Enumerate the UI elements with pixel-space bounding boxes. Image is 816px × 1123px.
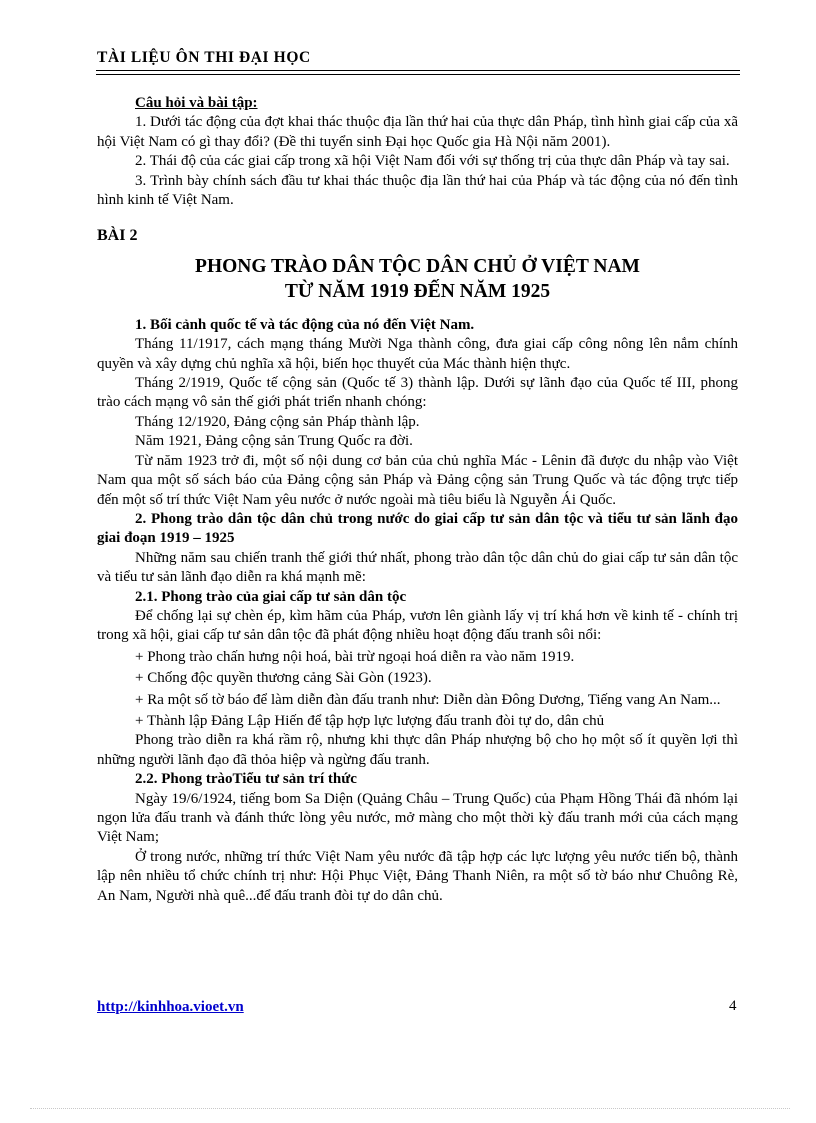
question-item: 1. Dưới tác động của đợt khai thác thuộc địa lần thứ hai của thực dân Pháp, tình hình giai cấp của xã hội Việt Nam có gì thay đổi? (Đề thi tuyển sinh Đại học Quốc gia Hà Nội năm 2001). (97, 114, 738, 150)
paragraph: Năm 1921, Đảng cộng sản Trung Quốc ra đời. (135, 433, 413, 450)
paragraph: Để chống lại sự chèn ép, kìm hãm của Pháp, vươn lên giành lấy vị trí khá hơn về kinh tế - chính trị trong xã hội, giai cấp tư sản dân tộc đã phát động nhiều hoạt động đấu tranh sôi nổi: (97, 607, 738, 644)
lesson-label: BÀI 2 (97, 227, 138, 245)
lesson-title-line2: TỪ NĂM 1919 ĐẾN NĂM 1925 (284, 280, 551, 302)
page-content (97, 94, 738, 906)
bullet-item: + Chống độc quyền thương cảng Sài Gòn (1923). (135, 670, 432, 687)
bullet-item: + Thành lập Đảng Lập Hiến để tập hợp lực lượng đấu tranh đòi tự do, dân chủ (135, 712, 605, 729)
lesson-title-line1: PHONG TRÀO DÂN TỘC DÂN CHỦ Ở VIỆT NAM (195, 255, 640, 277)
page-bottom-border (30, 1108, 790, 1109)
page-number: 4 (729, 998, 737, 1014)
paragraph: Phong trào diễn ra khá rầm rộ, nhưng khi thực dân Pháp nhượng bộ cho họ một số ít quyền lợi thì những người lãnh đạo đã thỏa hiệp và ngừng đấu tranh. (97, 732, 738, 768)
paragraph: Tháng 12/1920, Đảng cộng sản Pháp thành lập. (135, 413, 420, 430)
header-title: TÀI LIỆU ÔN THI ĐẠI HỌC (97, 49, 311, 66)
question-item: 2. Thái độ của các giai cấp trong xã hội Việt Nam đối với sự thống trị của thực dân Pháp và tay sai. (135, 153, 730, 170)
paragraph: Những năm sau chiến tranh thế giới thứ nhất, phong trào dân tộc dân chủ do giai cấp tư sản dân tộc và tiểu tư sản lãnh đạo diễn ra khá mạnh mẽ: (97, 549, 738, 586)
bullet-item: + Phong trào chấn hưng nội hoá, bài trừ ngoại hoá diễn ra vào năm 1919. (135, 648, 575, 665)
section-2-1-heading: 2.1. Phong trào của giai cấp tư sản dân tộc (135, 588, 407, 605)
section-1-heading: 1. Bối cảnh quốc tế và tác động của nó đến Việt Nam. (135, 316, 475, 333)
bullet-item: + Ra một số tờ báo để làm diễn đàn đấu tranh như: Diễn dàn Đông Dương, Tiếng vang An Nam... (135, 691, 721, 708)
footer-website-link[interactable]: http://kinhhoa.vioet.vn (97, 999, 244, 1015)
header-double-rule (96, 70, 740, 75)
section-2-heading: 2. Phong trào dân tộc dân chủ trong nước do giai cấp tư sản dân tộc và tiểu tư sản lãnh đạo giai đoạn 1919 – 1925 (97, 510, 738, 547)
section-2-2-heading: 2.2. Phong tràoTiểu tư sản trí thức (135, 771, 357, 788)
question-item: 3. Trình bày chính sách đầu tư khai thác thuộc địa lần thứ hai của Pháp và tác động của nó đến tình hình kinh tế Việt Nam. (97, 172, 738, 209)
paragraph: Ngày 19/6/1924, tiếng bom Sa Diện (Quảng Châu – Trung Quốc) của Phạm Hồng Thái đã nhóm lại ngọn lửa đấu tranh và đánh thức lòng yêu nước, mở màng cho một thời kỳ đấu tranh mới của cách mạng Việt Nam; (97, 790, 738, 846)
paragraph: Ở trong nước, những trí thức Việt Nam yêu nước đã tập hợp các lực lượng yêu nước tiến bộ, thành lập nên nhiều tổ chức chính trị như: Hội Phục Việt, Đảng Thanh Niên, ra một số tờ báo như Chuông Rè, An Nam, Người nhà quê...để đấu tranh đòi tự do dân chủ. (97, 848, 738, 904)
paragraph: Tháng 2/1919, Quốc tế cộng sản (Quốc tế 3) thành lập. Dưới sự lãnh đạo của Quốc tế III, phong trào cách mạng vô sản thế giới phát triển nhanh chóng: (97, 375, 738, 411)
paragraph: Tháng 11/1917, cách mạng tháng Mười Nga thành công, đưa giai cấp công nông lên nắm chính quyền và xây dựng chủ nghĩa xã hội, biến học thuyết của Mác thành hiện thực. (97, 336, 738, 372)
questions-heading: Câu hỏi và bài tập: (135, 95, 258, 111)
paragraph: Từ năm 1923 trở đi, một số nội dung cơ bản của chủ nghĩa Mác - Lênin đã được du nhập vào Việt Nam qua một số sách báo của Đảng cộng sản Pháp và Đảng cộng sản Trung Quốc và tác động trực tiếp đến một số trí thức Việt Nam yêu nước ở nước ngoài mà tiêu biểu là Nguyễn Ái Quốc. (97, 452, 738, 508)
